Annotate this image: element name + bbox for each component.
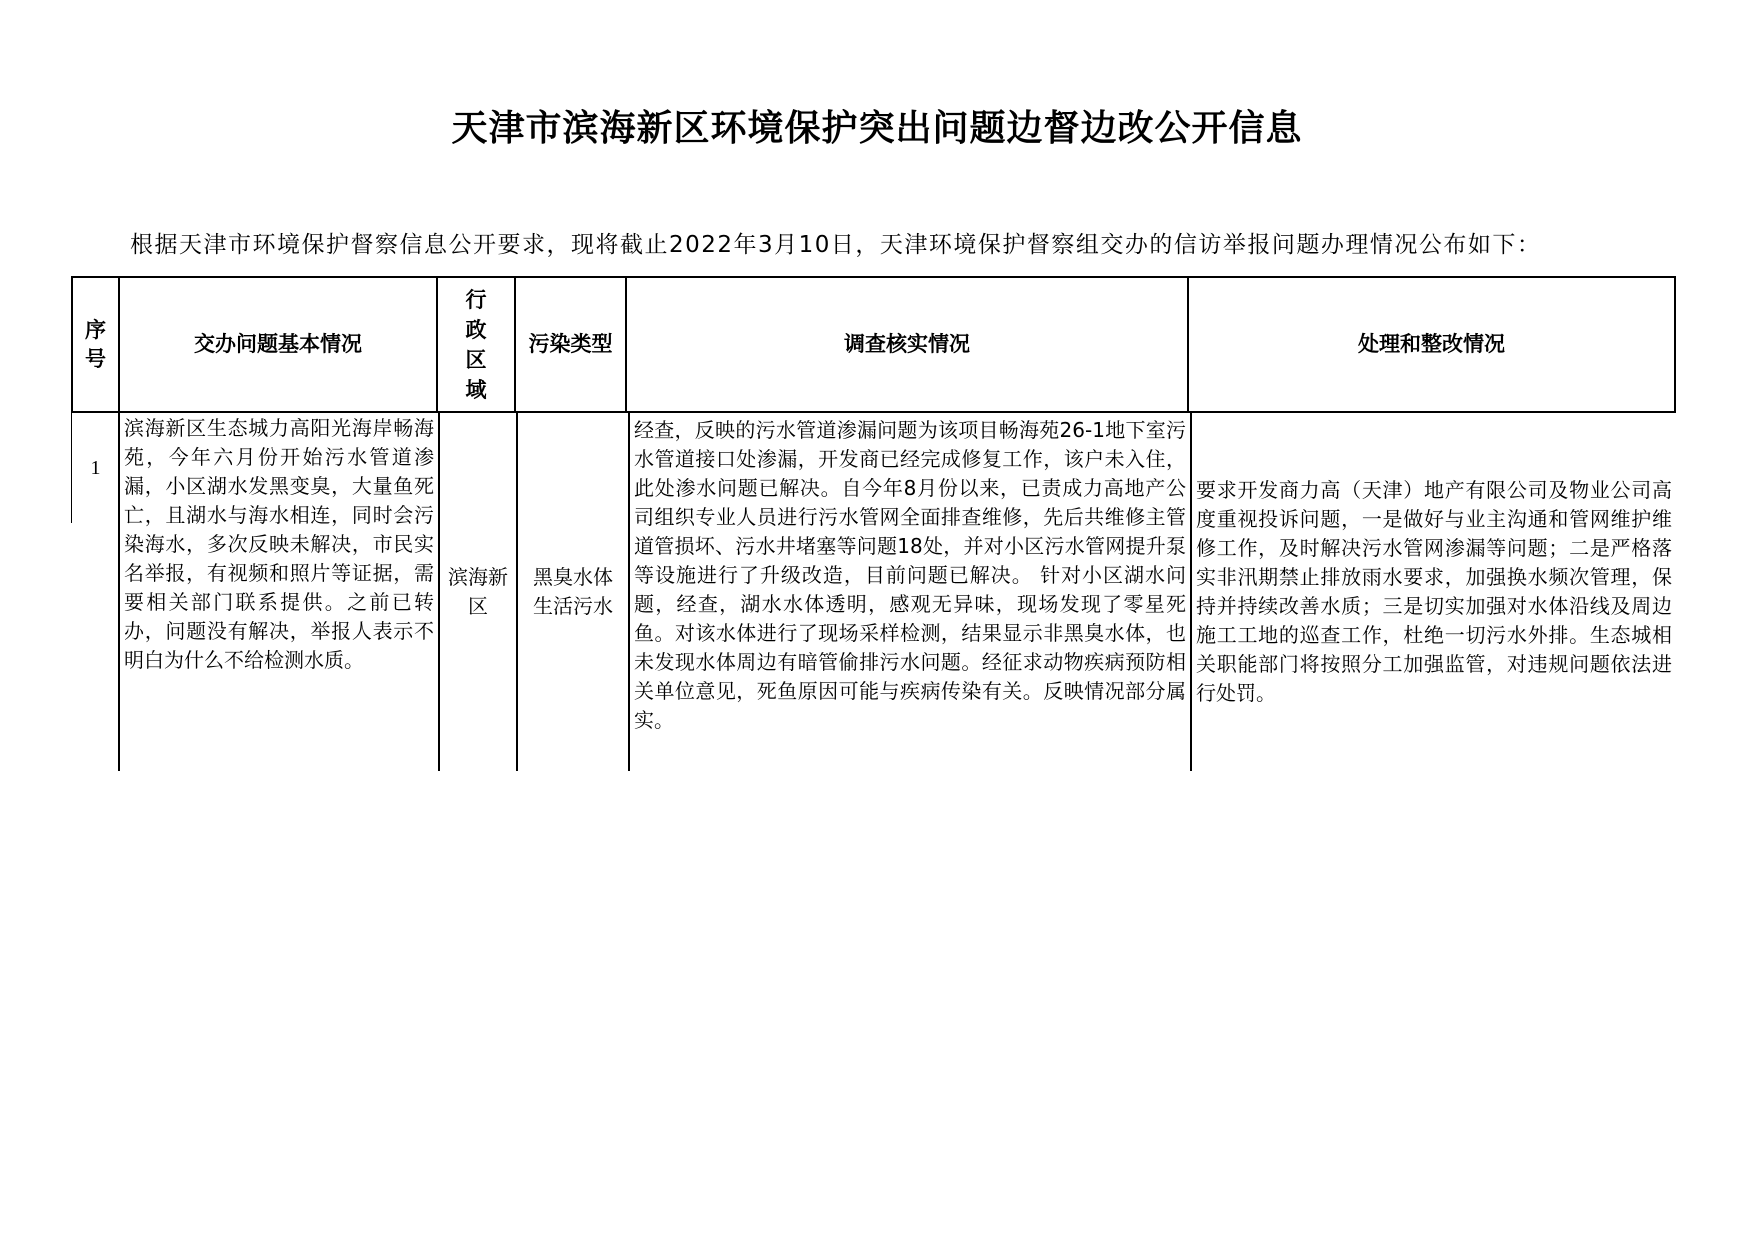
header-pollution-text: 污染类型 [528,332,613,356]
row-basic: 滨海新区生态城力高阳光海岸畅海苑，今年六月份开始污水管道渗漏，小区湖水发黑变臭，大量鱼死亡，且湖水与海水相连，同时会污染海水，多次反映未解决，市民实名举报，有视频和照片等证据，需要相关部门联系提供。之前已转办，问题没有解决，举报人表示不明白为什么不给检测水质。 [124,416,434,672]
page-title: 天津市滨海新区环境保护突出问题边督边改公开信息 [451,108,1303,149]
table-border-left-body [71,413,72,523]
row-handling-text: 要求开发商力高（天津）地产有限公司及物业公司高度重视投诉问题，一是做好与业主沟通和管网维护维修工作，及时解决污水管网渗漏等问题；二是严格落实非汛期禁止排放雨水要求，加强换水频次管理，保持并持续改善水质；三是切实加强对水体沿线及周边施工工地的巡查工作，杜绝一切污水外排。生态城相关职能部门将按照分工加强监管，对违规问题依法进行处罚。 [1196,477,1672,705]
report-table [71,276,1676,771]
row-investigation: 经查，反映的污水管道渗漏问题为该项目畅海苑26-1地下室污水管道接口处渗漏，开发商已经完成修复工作，该户未入住，此处渗水问题已解决。自今年8月份以来，已责成力高地产公司组织专业人员进行污水管网全面排查维修，先后共维修主管道管损坏、污水井堵塞等问题18处，并对小区污水管网提升泵等设施进行了升级改造，目前问题已解决。 针对小区湖水问题，经查，湖水水体透明，感观无异味，现场发现了零星死鱼。对该水体进行了现场采样检测，结果显示非黑臭水体，也未发现水体周边有暗管偷排污水问题。经征求动物疾病预防相关单位意见，死鱼原因可能与疾病传染有关。反映情况部分属实。 [634,418,1186,732]
header-serial [73,278,118,411]
header-investigation [627,278,1187,411]
row-pollution [518,412,628,771]
header-serial-text: 序号 [85,317,106,371]
header-basic-text: 交办问题基本情况 [194,332,362,356]
table-border-right [1674,276,1676,413]
row-district-text: 滨海新区 [448,564,508,618]
header-district [438,278,514,411]
header-basic [120,278,436,411]
header-handling-text: 处理和整改情况 [1358,332,1505,356]
header-pollution [516,278,625,411]
header-handling [1189,278,1674,411]
row-serial: 1 [90,457,101,479]
header-district-text: 行政区域 [465,287,487,402]
intro-paragraph: 根据天津市环境保护督察信息公开要求，现将截止2022年3月10日，天津环境保护督察组交办的信访举报问题办理情况公布如下： [130,232,1542,258]
row-district [440,412,516,771]
header-investigation-text: 调查核实情况 [844,332,970,356]
row-handling [1192,412,1676,771]
row-pollution-text: 黑臭水体生活污水 [533,564,613,618]
